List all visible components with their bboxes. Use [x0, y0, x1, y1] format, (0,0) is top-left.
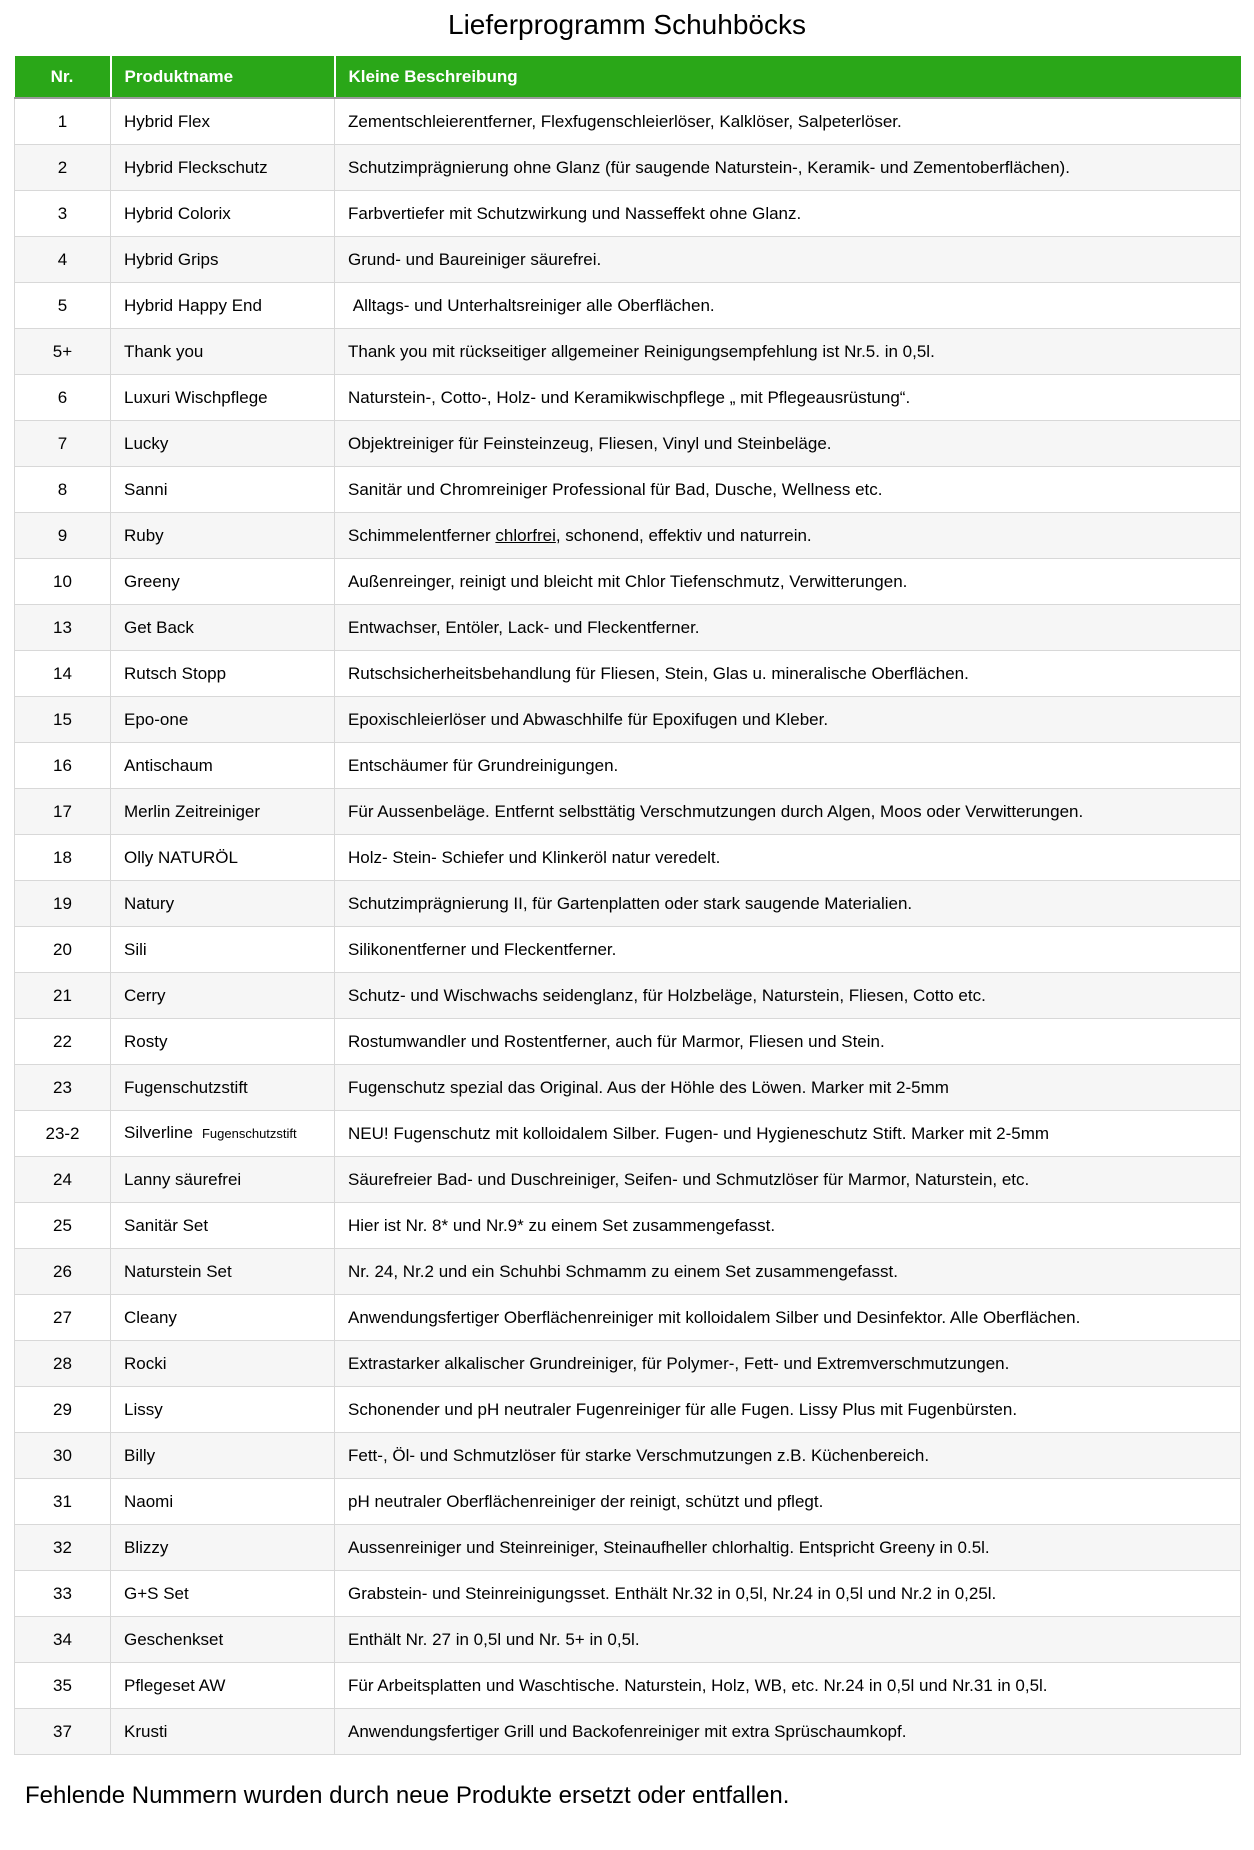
table-row — [15, 144, 1241, 190]
product-name — [111, 328, 335, 374]
product-description: Schutz- und Wischwachs seidenglanz, für Holzbeläge, Naturstein, Fliesen, Cotto etc. — [335, 972, 1241, 1018]
product-number: 23-2 — [15, 1110, 111, 1156]
product-name-text: Rutsch Stopp — [124, 663, 227, 683]
product-table — [14, 56, 1241, 1755]
product-name-text: Hybrid Happy End — [124, 295, 262, 315]
product-number: 10 — [15, 558, 111, 604]
product-name-text: Cleany — [124, 1307, 177, 1327]
product-name-text: Hybrid Colorix — [124, 203, 231, 223]
product-name-text: Ruby — [124, 525, 164, 545]
table-row — [15, 328, 1241, 374]
product-name — [111, 1478, 335, 1524]
product-description: Sanitär und Chromreiniger Professional für Bad, Dusche, Wellness etc. — [335, 466, 1241, 512]
product-number: 19 — [15, 880, 111, 926]
product-number: 34 — [15, 1616, 111, 1662]
document-page — [0, 8, 1254, 1850]
product-description: Rutschsicherheitsbehandlung für Fliesen, Stein, Glas u. mineralische Oberflächen. — [335, 650, 1241, 696]
product-number: 3 — [15, 190, 111, 236]
table-row — [15, 1064, 1241, 1110]
product-name-text: Lanny säurefrei — [124, 1169, 242, 1189]
product-name — [111, 558, 335, 604]
product-description: pH neutraler Oberflächenreiniger der reinigt, schützt und pflegt. — [335, 1478, 1241, 1524]
product-number: 16 — [15, 742, 111, 788]
table-row — [15, 742, 1241, 788]
product-name — [111, 1018, 335, 1064]
product-number: 31 — [15, 1478, 111, 1524]
table-row — [15, 972, 1241, 1018]
product-description: NEU! Fugenschutz mit kolloidalem Silber. Fugen- und Hygieneschutz Stift. Marker mit 2-5mm — [335, 1110, 1241, 1156]
product-name-text: Silverline — [124, 1123, 193, 1142]
product-name-text: Pflegeset AW — [124, 1675, 226, 1695]
product-name-text: Lucky — [124, 433, 169, 453]
product-name-text: Rocki — [124, 1353, 167, 1373]
product-name — [111, 282, 335, 328]
product-name — [111, 972, 335, 1018]
table-row — [15, 374, 1241, 420]
product-number: 35 — [15, 1662, 111, 1708]
product-name-text: Antischaum — [124, 755, 213, 775]
product-name-text: Naomi — [124, 1491, 174, 1511]
product-name — [111, 1616, 335, 1662]
product-name-text: Epo-one — [124, 709, 189, 729]
product-description: Epoxischleierlöser und Abwaschhilfe für Epoxifugen und Kleber. — [335, 696, 1241, 742]
product-description: Entschäumer für Grundreinigungen. — [335, 742, 1241, 788]
table-row — [15, 512, 1241, 558]
product-name-text: Fugenschutzstift — [124, 1077, 248, 1097]
product-number: 30 — [15, 1432, 111, 1478]
product-name-text: Hybrid Flex — [124, 111, 210, 131]
product-name — [111, 1294, 335, 1340]
table-row — [15, 650, 1241, 696]
product-description: Objektreiniger für Feinsteinzeug, Fliesen, Vinyl und Steinbeläge. — [335, 420, 1241, 466]
product-name-text: Get Back — [124, 617, 194, 637]
table-row — [15, 282, 1241, 328]
product-number: 25 — [15, 1202, 111, 1248]
column-header-beschreibung: Kleine Beschreibung — [335, 56, 1241, 98]
table-row — [15, 926, 1241, 972]
product-number: 20 — [15, 926, 111, 972]
product-name-text: Geschenkset — [124, 1629, 224, 1649]
product-number: 32 — [15, 1524, 111, 1570]
product-name — [111, 1064, 335, 1110]
table-row — [15, 1478, 1241, 1524]
table-row — [15, 1248, 1241, 1294]
product-description: Für Aussenbeläge. Entfernt selbsttätig Verschmutzungen durch Algen, Moos oder Verwitterungen. — [335, 788, 1241, 834]
product-description: Enthält Nr. 27 in 0,5l und Nr. 5+ in 0,5l. — [335, 1616, 1241, 1662]
product-name-text: Blizzy — [124, 1537, 169, 1557]
product-number: 13 — [15, 604, 111, 650]
product-name-text: Merlin Zeitreiniger — [124, 801, 261, 821]
product-name-text: Krusti — [124, 1721, 168, 1741]
product-name-text: Lissy — [124, 1399, 163, 1419]
table-row — [15, 1524, 1241, 1570]
product-name — [111, 466, 335, 512]
table-row — [15, 236, 1241, 282]
table-row — [15, 696, 1241, 742]
product-number: 5 — [15, 282, 111, 328]
product-description: Anwendungsfertiger Oberflächenreiniger mit kolloidalem Silber und Desinfektor. Alle Oberflächen. — [335, 1294, 1241, 1340]
product-name — [111, 190, 335, 236]
product-description: Silikonentferner und Fleckentferner. — [335, 926, 1241, 972]
table-row — [15, 1202, 1241, 1248]
table-row — [15, 788, 1241, 834]
product-name-text: Hybrid Grips — [124, 249, 219, 269]
product-name — [111, 420, 335, 466]
product-name — [111, 374, 335, 420]
column-header-nr: Nr. — [15, 56, 111, 98]
product-description: Schimmelentferner chlorfrei, schonend, effektiv und naturrein. — [335, 512, 1241, 558]
product-name — [111, 1524, 335, 1570]
product-number: 27 — [15, 1294, 111, 1340]
product-name — [111, 1708, 335, 1754]
product-table-body — [15, 98, 1241, 1754]
product-name-text: Hybrid Fleckschutz — [124, 157, 268, 177]
product-number: 14 — [15, 650, 111, 696]
table-row — [15, 880, 1241, 926]
product-name — [111, 1248, 335, 1294]
product-number: 22 — [15, 1018, 111, 1064]
product-name-text: Billy — [124, 1445, 156, 1465]
product-name — [111, 1570, 335, 1616]
table-header — [15, 56, 1241, 98]
product-description: Aussenreiniger und Steinreiniger, Steinaufheller chlorhaltig. Entspricht Greeny in 0.5l. — [335, 1524, 1241, 1570]
product-number: 9 — [15, 512, 111, 558]
product-description: Grund- und Baureiniger säurefrei. — [335, 236, 1241, 282]
product-name — [111, 1110, 335, 1156]
product-description: Säurefreier Bad- und Duschreiniger, Seifen- und Schmutzlöser für Marmor, Naturstein, etc. — [335, 1156, 1241, 1202]
table-row — [15, 558, 1241, 604]
product-name-text: Naturstein Set — [124, 1261, 232, 1281]
product-number: 15 — [15, 696, 111, 742]
table-row — [15, 98, 1241, 144]
table-row — [15, 420, 1241, 466]
product-name — [111, 926, 335, 972]
product-number: 28 — [15, 1340, 111, 1386]
product-description: Schonender und pH neutraler Fugenreiniger für alle Fugen. Lissy Plus mit Fugenbürsten. — [335, 1386, 1241, 1432]
product-name — [111, 236, 335, 282]
table-header-row — [15, 56, 1241, 98]
product-number: 23 — [15, 1064, 111, 1110]
table-row — [15, 1156, 1241, 1202]
product-number: 17 — [15, 788, 111, 834]
product-name — [111, 742, 335, 788]
product-description: Zementschleierentferner, Flexfugenschleierlöser, Kalklöser, Salpeterlöser. — [335, 98, 1241, 144]
product-name-text: Thank you — [124, 341, 204, 361]
table-row — [15, 1616, 1241, 1662]
product-name — [111, 880, 335, 926]
product-name — [111, 604, 335, 650]
table-row — [15, 1018, 1241, 1064]
product-number: 2 — [15, 144, 111, 190]
product-name — [111, 98, 335, 144]
product-number: 1 — [15, 98, 111, 144]
product-description: Fugenschutz spezial das Original. Aus der Höhle des Löwen. Marker mit 2-5mm — [335, 1064, 1241, 1110]
product-name-text: G+S Set — [124, 1583, 189, 1603]
product-description: Entwachser, Entöler, Lack- und Fleckentferner. — [335, 604, 1241, 650]
product-name-subtext: Fugenschutzstift — [201, 1126, 297, 1141]
underlined-text: chlorfrei — [495, 525, 556, 545]
product-description: Alltags- und Unterhaltsreiniger alle Oberflächen. — [335, 282, 1241, 328]
product-description: Schutzimprägnierung ohne Glanz (für saugende Naturstein-, Keramik- und Zementoberflächen). — [335, 144, 1241, 190]
product-description: Schutzimprägnierung II, für Gartenplatten oder stark saugende Materialien. — [335, 880, 1241, 926]
product-name-text: Rosty — [124, 1031, 168, 1051]
product-name — [111, 696, 335, 742]
product-description: Außenreinger, reinigt und bleicht mit Chlor Tiefenschmutz, Verwitterungen. — [335, 558, 1241, 604]
product-description: Für Arbeitsplatten und Waschtische. Naturstein, Holz, WB, etc. Nr.24 in 0,5l und Nr.31 in 0,5l. — [335, 1662, 1241, 1708]
product-name-text: Olly NATURÖL — [124, 847, 238, 867]
product-name-text: Greeny — [124, 571, 180, 591]
product-description: Farbvertiefer mit Schutzwirkung und Nasseffekt ohne Glanz. — [335, 190, 1241, 236]
table-row — [15, 1110, 1241, 1156]
table-row — [15, 1432, 1241, 1478]
product-description: Extrastarker alkalischer Grundreiniger, für Polymer-, Fett- und Extremverschmutzungen. — [335, 1340, 1241, 1386]
product-description: Thank you mit rückseitiger allgemeiner Reinigungsempfehlung ist Nr.5. in 0,5l. — [335, 328, 1241, 374]
product-name — [111, 788, 335, 834]
product-name — [111, 1156, 335, 1202]
product-number: 4 — [15, 236, 111, 282]
product-name-text: Sanitär Set — [124, 1215, 209, 1235]
product-number: 8 — [15, 466, 111, 512]
column-header-produktname: Produktname — [111, 56, 335, 98]
product-name-text: Sili — [124, 939, 147, 959]
product-name-text: Luxuri Wischpflege — [124, 387, 268, 407]
product-number: 7 — [15, 420, 111, 466]
product-number: 29 — [15, 1386, 111, 1432]
table-row — [15, 466, 1241, 512]
product-description: Holz- Stein- Schiefer und Klinkeröl natur veredelt. — [335, 834, 1241, 880]
table-row — [15, 1662, 1241, 1708]
product-number: 18 — [15, 834, 111, 880]
product-name — [111, 1662, 335, 1708]
product-number: 26 — [15, 1248, 111, 1294]
product-number: 6 — [15, 374, 111, 420]
product-description: Hier ist Nr. 8* und Nr.9* zu einem Set zusammengefasst. — [335, 1202, 1241, 1248]
product-name-text: Cerry — [124, 985, 166, 1005]
product-number: 21 — [15, 972, 111, 1018]
product-description: Anwendungsfertiger Grill und Backofenreiniger mit extra Sprüschaumkopf. — [335, 1708, 1241, 1754]
product-name — [111, 144, 335, 190]
product-name-text: Natury — [124, 893, 175, 913]
product-description: Fett-, Öl- und Schmutzlöser für starke Verschmutzungen z.B. Küchenbereich. — [335, 1432, 1241, 1478]
table-row — [15, 1708, 1241, 1754]
product-name — [111, 1432, 335, 1478]
product-name — [111, 1202, 335, 1248]
footer-note: Fehlende Nummern wurden durch neue Produkte ersetzt oder entfallen. — [25, 1781, 790, 1809]
product-name-text: Sanni — [124, 479, 168, 499]
table-row — [15, 1340, 1241, 1386]
table-row — [15, 604, 1241, 650]
product-description: Rostumwandler und Rostentferner, auch für Marmor, Fliesen und Stein. — [335, 1018, 1241, 1064]
product-number: 33 — [15, 1570, 111, 1616]
product-number: 24 — [15, 1156, 111, 1202]
table-row — [15, 1570, 1241, 1616]
product-name — [111, 1340, 335, 1386]
product-description: Naturstein-, Cotto-, Holz- und Keramikwischpflege „ mit Pflegeausrüstung“. — [335, 374, 1241, 420]
product-number: 5+ — [15, 328, 111, 374]
product-number: 37 — [15, 1708, 111, 1754]
table-row — [15, 1294, 1241, 1340]
product-name — [111, 512, 335, 558]
product-name — [111, 650, 335, 696]
table-row — [15, 1386, 1241, 1432]
product-description: Nr. 24, Nr.2 und ein Schuhbi Schmamm zu einem Set zusammengefasst. — [335, 1248, 1241, 1294]
table-row — [15, 190, 1241, 236]
product-name — [111, 834, 335, 880]
table-row — [15, 834, 1241, 880]
product-name — [111, 1386, 335, 1432]
product-description: Grabstein- und Steinreinigungsset. Enthält Nr.32 in 0,5l, Nr.24 in 0,5l und Nr.2 in 0,25l. — [335, 1570, 1241, 1616]
page-title: Lieferprogramm Schuhböcks — [448, 9, 806, 40]
